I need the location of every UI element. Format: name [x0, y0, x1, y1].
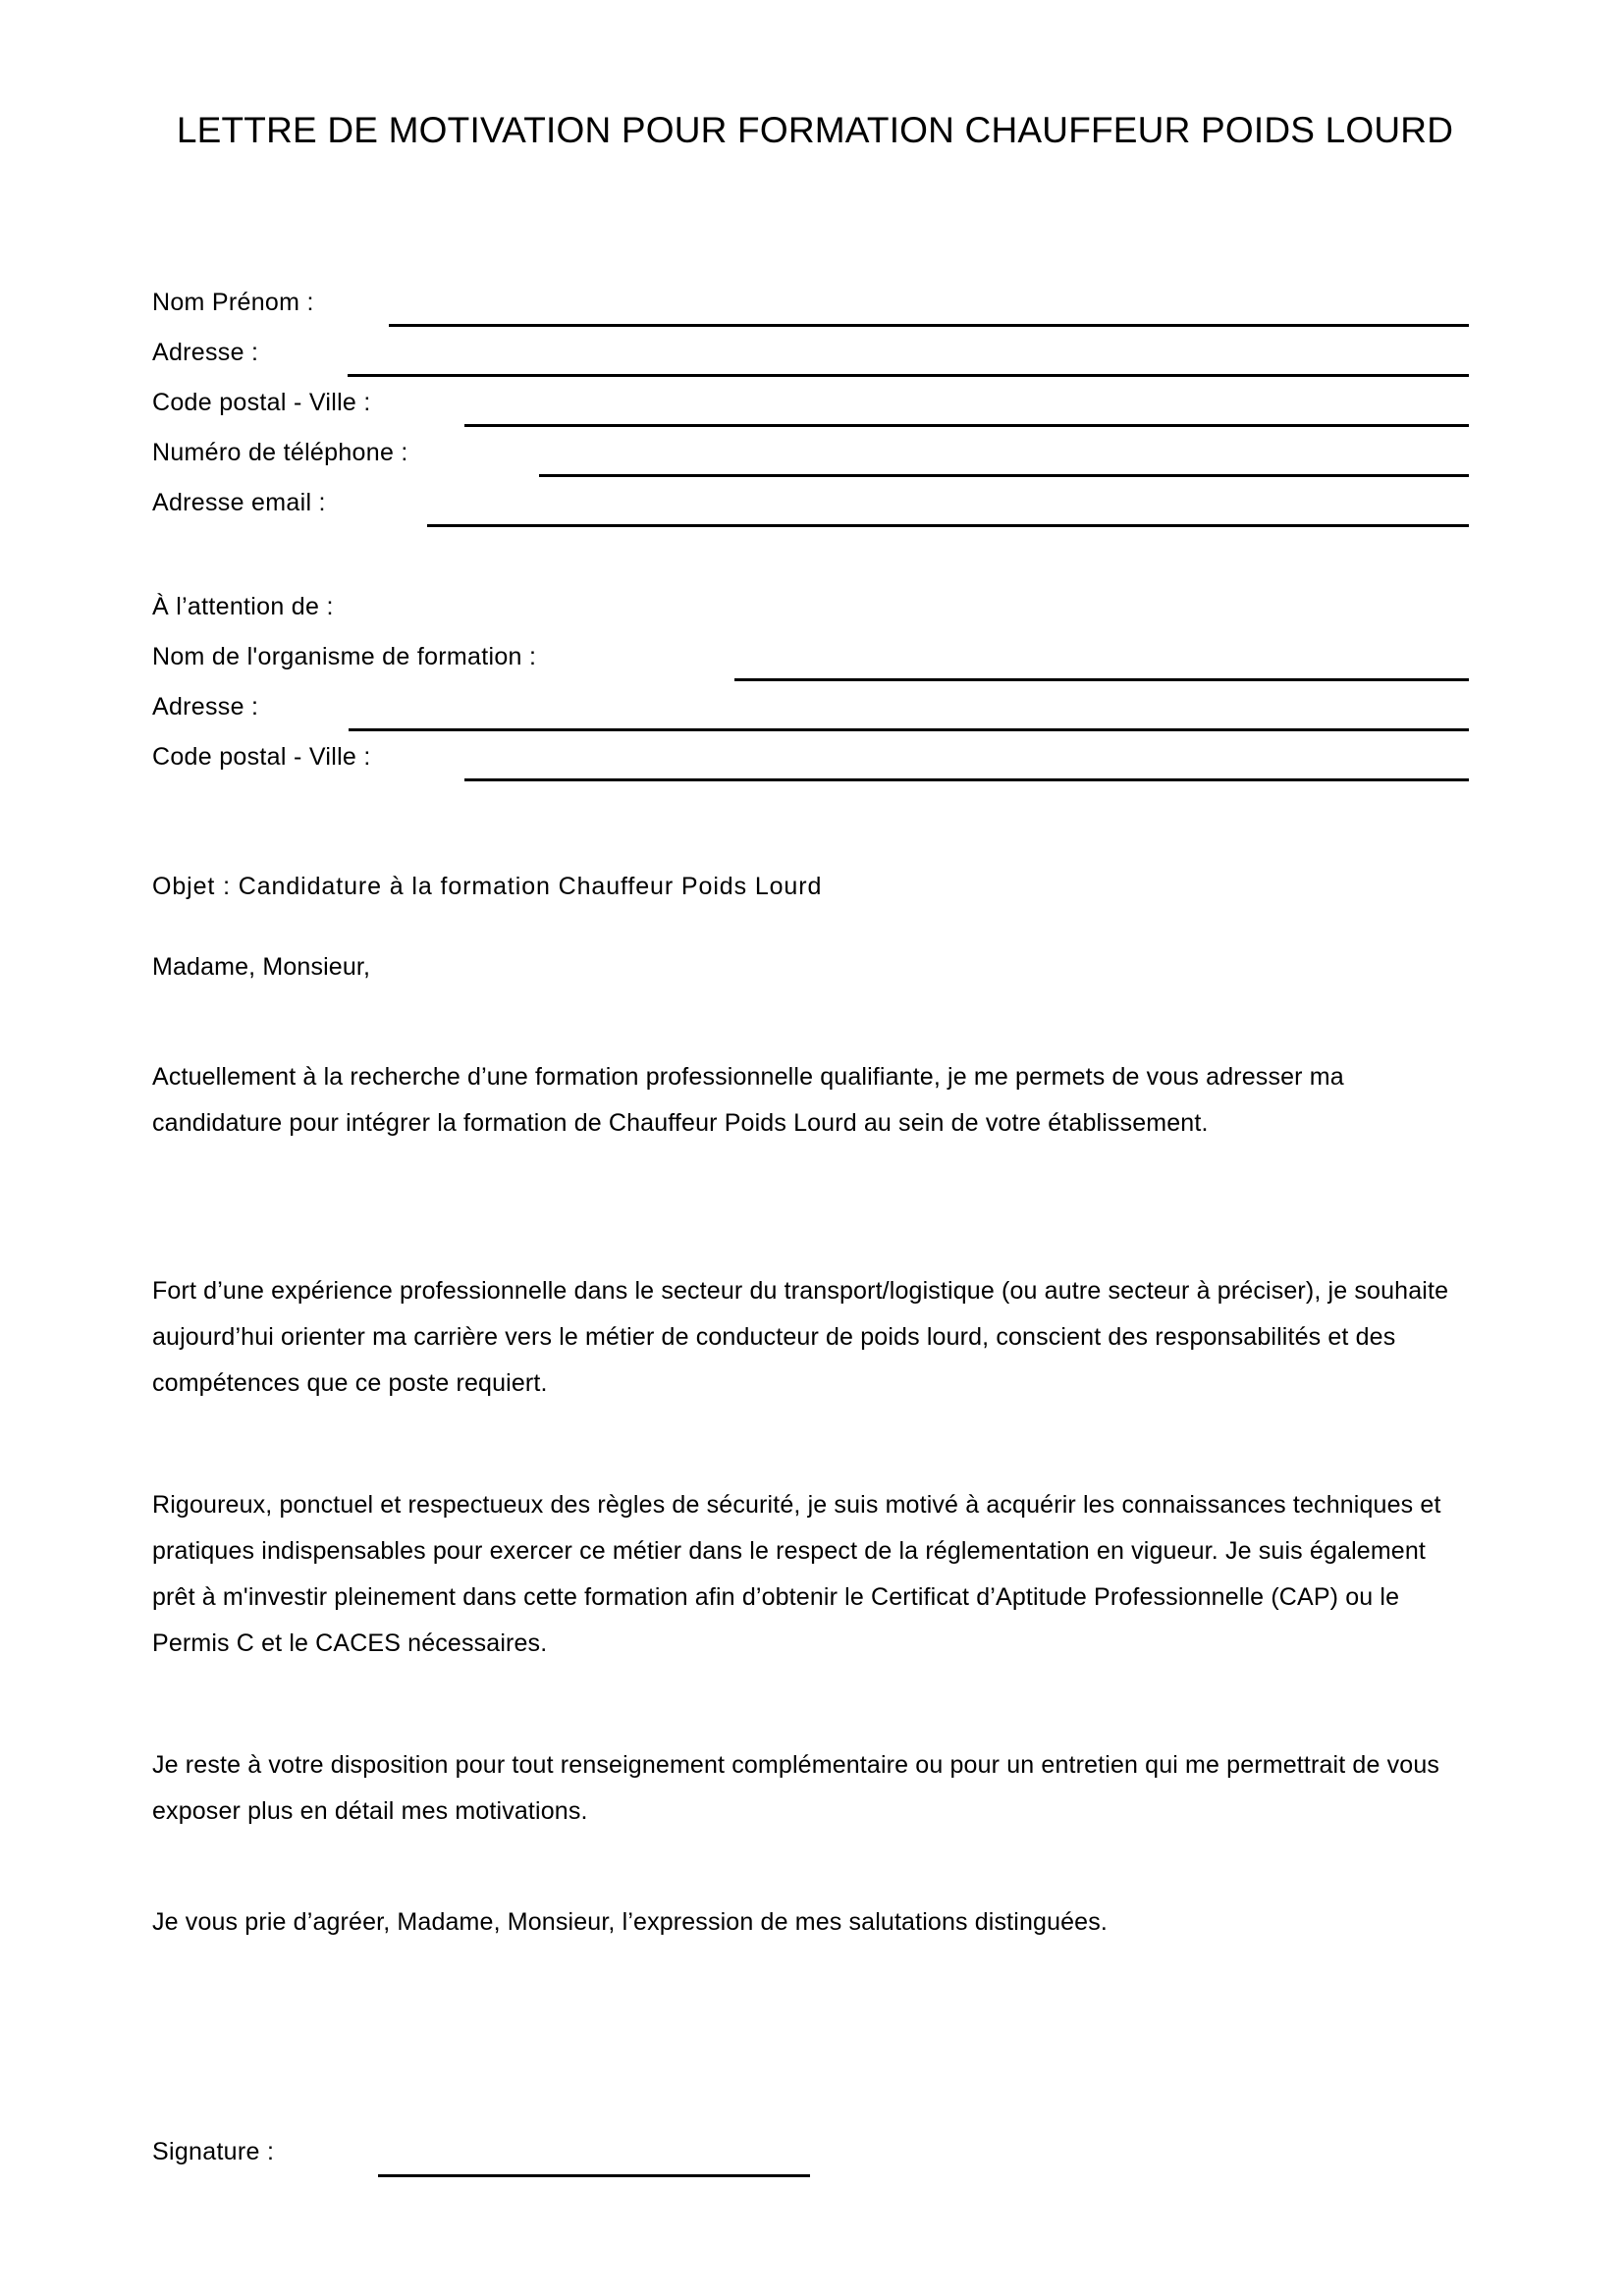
form-row-attention — [0, 589, 1624, 639]
form-row-email — [0, 485, 1624, 535]
input-line-adresse-organisme[interactable] — [349, 728, 1469, 731]
signature-row — [0, 2134, 1624, 2183]
label-telephone: Numéro de téléphone : — [152, 439, 408, 466]
input-line-nom-prenom[interactable] — [389, 324, 1469, 327]
form-row-organisme — [0, 639, 1624, 689]
greeting-line: Madame, Monsieur, — [152, 953, 371, 981]
form-row-telephone — [0, 435, 1624, 485]
letter-paragraph-4: Je reste à votre disposition pour tout renseignement complémentaire ou pour un entretien qui me permettrait de vous exposer plus en détail mes motivations. — [152, 1751, 1440, 1825]
input-line-telephone[interactable] — [539, 474, 1469, 477]
label-attention: À l’attention de : — [152, 593, 334, 620]
form-row-code-postal-ville — [0, 385, 1624, 435]
input-line-code-postal-ville-organisme[interactable] — [464, 778, 1469, 781]
recipient-info-block — [0, 589, 1624, 789]
letter-closing-paragraph: Je vous prie d’agréer, Madame, Monsieur, l’expression de mes salutations distinguées. — [152, 1908, 1108, 1936]
label-email: Adresse email : — [152, 489, 326, 516]
form-row-nom-prenom — [0, 285, 1624, 335]
page-title: LETTRE DE MOTIVATION POUR FORMATION CHAUFFEUR POIDS LOURD — [176, 110, 1454, 150]
input-line-email[interactable] — [427, 524, 1469, 527]
letter-paragraph-1: Actuellement à la recherche d’une formation professionnelle qualifiante, je me permets de vous adresser ma candidature pour intégrer la formation de Chauffeur Poids Lourd au sein de votre établissement. — [152, 1063, 1344, 1137]
letter-paragraph-2: Fort d’une expérience professionnelle dans le secteur du transport/logistique (ou autre secteur à préciser), je souhaite aujourd’hui orienter ma carrière vers le métier de conducteur de poids lourd, conscient des responsabilités et des compétences que ce poste requiert. — [152, 1277, 1449, 1397]
label-adresse-organisme: Adresse : — [152, 693, 259, 721]
label-nom-prenom: Nom Prénom : — [152, 289, 314, 316]
label-signature: Signature : — [152, 2138, 275, 2165]
input-line-code-postal-ville[interactable] — [464, 424, 1469, 427]
form-row-code-postal-ville-organisme — [0, 739, 1624, 789]
subject-line: Objet : Candidature à la formation Chauffeur Poids Lourd — [152, 873, 823, 900]
input-line-adresse[interactable] — [348, 374, 1469, 377]
form-row-adresse-organisme — [0, 689, 1624, 739]
label-organisme: Nom de l'organisme de formation : — [152, 643, 537, 670]
label-code-postal-ville-organisme: Code postal - Ville : — [152, 743, 371, 771]
sender-info-block — [0, 285, 1624, 535]
letter-paragraph-3: Rigoureux, ponctuel et respectueux des règles de sécurité, je suis motivé à acquérir les connaissances techniques et pratiques indispensables pour exercer ce métier dans le respect de la réglementation en vigueur. Je suis également prêt à m'investir pleinement dans cette formation afin d’obtenir le Certificat d’Aptitude Professionnelle (CAP) ou le Permis C et le CACES nécessaires. — [152, 1491, 1441, 1657]
form-row-adresse — [0, 335, 1624, 385]
input-line-organisme[interactable] — [734, 678, 1469, 681]
label-code-postal-ville: Code postal - Ville : — [152, 389, 371, 416]
label-adresse: Adresse : — [152, 339, 259, 366]
input-line-signature[interactable] — [378, 2174, 810, 2177]
